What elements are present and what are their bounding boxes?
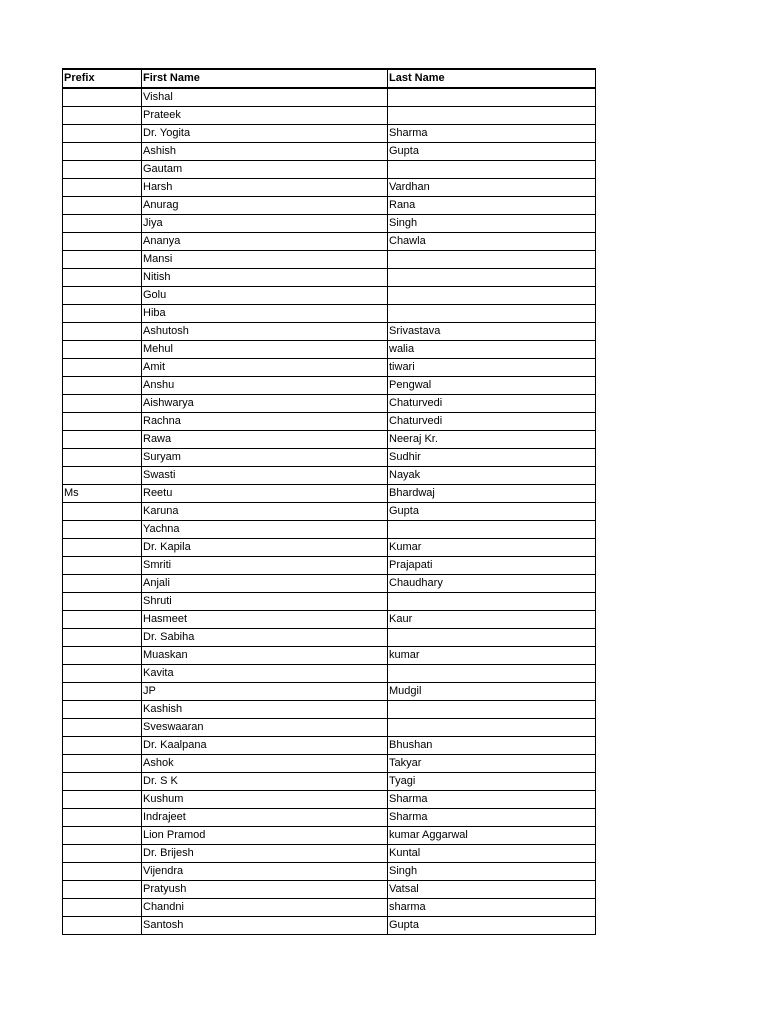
cell-last-name: Singh (388, 863, 596, 881)
cell-last-name: Sudhir (388, 449, 596, 467)
cell-first-name: Prateek (142, 107, 388, 125)
cell-first-name: Suryam (142, 449, 388, 467)
cell-prefix (63, 88, 142, 107)
table-row (63, 395, 596, 413)
cell-first-name: Hasmeet (142, 611, 388, 629)
cell-prefix (63, 575, 142, 593)
cell-first-name: Karuna (142, 503, 388, 521)
cell-last-name (388, 305, 596, 323)
cell-first-name: Mehul (142, 341, 388, 359)
table-row (63, 719, 596, 737)
cell-last-name (388, 665, 596, 683)
cell-prefix (63, 701, 142, 719)
cell-last-name: Gupta (388, 143, 596, 161)
table-row (63, 701, 596, 719)
table-row (63, 791, 596, 809)
cell-first-name: Rachna (142, 413, 388, 431)
table-row (63, 611, 596, 629)
table-header (63, 69, 596, 88)
cell-last-name (388, 161, 596, 179)
cell-last-name: Mudgil (388, 683, 596, 701)
cell-first-name: Dr. S K (142, 773, 388, 791)
cell-last-name: kumar Aggarwal (388, 827, 596, 845)
cell-prefix (63, 611, 142, 629)
cell-first-name: Lion Pramod (142, 827, 388, 845)
cell-last-name: walia (388, 341, 596, 359)
table-row (63, 269, 596, 287)
cell-last-name (388, 107, 596, 125)
cell-last-name: sharma (388, 899, 596, 917)
table-row (63, 233, 596, 251)
cell-prefix (63, 719, 142, 737)
cell-prefix (63, 881, 142, 899)
cell-prefix (63, 179, 142, 197)
table-row (63, 449, 596, 467)
cell-first-name: Ashok (142, 755, 388, 773)
cell-first-name: Vishal (142, 88, 388, 107)
cell-prefix (63, 557, 142, 575)
cell-prefix (63, 467, 142, 485)
table-row (63, 179, 596, 197)
cell-last-name: Nayak (388, 467, 596, 485)
cell-first-name: Kushum (142, 791, 388, 809)
cell-first-name: Dr. Yogita (142, 125, 388, 143)
table-row (63, 503, 596, 521)
cell-last-name (388, 701, 596, 719)
cell-first-name: Jiya (142, 215, 388, 233)
cell-first-name: Harsh (142, 179, 388, 197)
cell-last-name (388, 269, 596, 287)
cell-last-name: Rana (388, 197, 596, 215)
cell-last-name: Gupta (388, 917, 596, 935)
table-row (63, 413, 596, 431)
table-row (63, 377, 596, 395)
cell-first-name: Nitish (142, 269, 388, 287)
cell-prefix (63, 251, 142, 269)
table-row (63, 88, 596, 107)
cell-last-name: kumar (388, 647, 596, 665)
table-row (63, 485, 596, 503)
cell-last-name: Gupta (388, 503, 596, 521)
cell-last-name: Singh (388, 215, 596, 233)
cell-last-name (388, 88, 596, 107)
table-row (63, 845, 596, 863)
cell-first-name: Kashish (142, 701, 388, 719)
cell-last-name: Sharma (388, 125, 596, 143)
cell-prefix (63, 863, 142, 881)
cell-first-name: Aishwarya (142, 395, 388, 413)
cell-first-name: Mansi (142, 251, 388, 269)
cell-prefix (63, 107, 142, 125)
table-row (63, 215, 596, 233)
cell-prefix (63, 845, 142, 863)
cell-first-name: Indrajeet (142, 809, 388, 827)
cell-first-name: Anjali (142, 575, 388, 593)
table-row (63, 557, 596, 575)
cell-last-name: Sharma (388, 791, 596, 809)
cell-first-name: Ananya (142, 233, 388, 251)
cell-prefix (63, 665, 142, 683)
table-row (63, 431, 596, 449)
cell-last-name: Kumar (388, 539, 596, 557)
cell-last-name: Chaudhary (388, 575, 596, 593)
cell-last-name: Vatsal (388, 881, 596, 899)
cell-first-name: JP (142, 683, 388, 701)
cell-prefix (63, 917, 142, 935)
cell-prefix (63, 197, 142, 215)
cell-prefix (63, 125, 142, 143)
cell-prefix (63, 305, 142, 323)
table-row (63, 827, 596, 845)
table-row (63, 467, 596, 485)
cell-first-name: Swasti (142, 467, 388, 485)
table-row (63, 305, 596, 323)
table-row (63, 917, 596, 935)
cell-first-name: Ashutosh (142, 323, 388, 341)
cell-prefix (63, 899, 142, 917)
cell-last-name: Takyar (388, 755, 596, 773)
cell-prefix (63, 431, 142, 449)
table-row (63, 251, 596, 269)
table-row (63, 665, 596, 683)
table-row (63, 161, 596, 179)
cell-last-name: Srivastava (388, 323, 596, 341)
cell-first-name: Kavita (142, 665, 388, 683)
cell-last-name: tiwari (388, 359, 596, 377)
table-row (63, 539, 596, 557)
cell-last-name: Kaur (388, 611, 596, 629)
cell-first-name: Vijendra (142, 863, 388, 881)
cell-prefix (63, 827, 142, 845)
contacts-table (62, 68, 596, 935)
cell-last-name (388, 251, 596, 269)
cell-first-name: Reetu (142, 485, 388, 503)
cell-first-name: Smriti (142, 557, 388, 575)
table-row (63, 575, 596, 593)
cell-prefix (63, 395, 142, 413)
table-row (63, 521, 596, 539)
header-first-name: First Name (142, 69, 388, 88)
cell-first-name: Dr. Sabiha (142, 629, 388, 647)
cell-first-name: Dr. Kapila (142, 539, 388, 557)
cell-prefix (63, 539, 142, 557)
cell-prefix (63, 809, 142, 827)
cell-prefix (63, 233, 142, 251)
table-row (63, 755, 596, 773)
table-row (63, 359, 596, 377)
cell-prefix (63, 287, 142, 305)
cell-prefix (63, 737, 142, 755)
cell-prefix (63, 521, 142, 539)
cell-last-name: Tyagi (388, 773, 596, 791)
table-row (63, 899, 596, 917)
cell-last-name: Pengwal (388, 377, 596, 395)
cell-first-name: Shruti (142, 593, 388, 611)
cell-first-name: Anshu (142, 377, 388, 395)
cell-first-name: Gautam (142, 161, 388, 179)
cell-prefix (63, 449, 142, 467)
cell-last-name: Kuntal (388, 845, 596, 863)
cell-prefix (63, 629, 142, 647)
cell-last-name (388, 629, 596, 647)
cell-last-name: Chawla (388, 233, 596, 251)
cell-last-name: Prajapati (388, 557, 596, 575)
table-row (63, 647, 596, 665)
table-row (63, 737, 596, 755)
table-row (63, 341, 596, 359)
cell-prefix (63, 215, 142, 233)
cell-first-name: Golu (142, 287, 388, 305)
cell-last-name: Bhardwaj (388, 485, 596, 503)
header-prefix: Prefix (63, 69, 142, 88)
cell-prefix (63, 161, 142, 179)
cell-last-name: Chaturvedi (388, 395, 596, 413)
cell-prefix (63, 269, 142, 287)
table-row (63, 143, 596, 161)
cell-prefix (63, 593, 142, 611)
cell-last-name: Neeraj Kr. (388, 431, 596, 449)
cell-first-name: Chandni (142, 899, 388, 917)
cell-prefix (63, 503, 142, 521)
cell-prefix: Ms (63, 485, 142, 503)
cell-last-name (388, 719, 596, 737)
cell-first-name: Anurag (142, 197, 388, 215)
cell-last-name (388, 593, 596, 611)
cell-prefix (63, 755, 142, 773)
cell-first-name: Santosh (142, 917, 388, 935)
cell-first-name: Ashish (142, 143, 388, 161)
table-row (63, 683, 596, 701)
table-row (63, 107, 596, 125)
table-row (63, 773, 596, 791)
cell-last-name: Bhushan (388, 737, 596, 755)
cell-prefix (63, 341, 142, 359)
table-row (63, 863, 596, 881)
table-row (63, 323, 596, 341)
table-row (63, 881, 596, 899)
cell-prefix (63, 773, 142, 791)
cell-prefix (63, 143, 142, 161)
cell-first-name: Yachna (142, 521, 388, 539)
cell-prefix (63, 359, 142, 377)
cell-first-name: Sveswaaran (142, 719, 388, 737)
table-body (63, 88, 596, 935)
cell-prefix (63, 683, 142, 701)
cell-prefix (63, 377, 142, 395)
cell-first-name: Dr. Kaalpana (142, 737, 388, 755)
header-row (63, 69, 596, 88)
table-row (63, 287, 596, 305)
cell-prefix (63, 647, 142, 665)
cell-first-name: Hiba (142, 305, 388, 323)
cell-last-name: Vardhan (388, 179, 596, 197)
table-row (63, 809, 596, 827)
cell-first-name: Pratyush (142, 881, 388, 899)
cell-first-name: Rawa (142, 431, 388, 449)
cell-last-name: Sharma (388, 809, 596, 827)
header-last-name: Last Name (388, 69, 596, 88)
cell-first-name: Dr. Brijesh (142, 845, 388, 863)
table-row (63, 197, 596, 215)
cell-first-name: Amit (142, 359, 388, 377)
table-row (63, 593, 596, 611)
table-row (63, 629, 596, 647)
cell-prefix (63, 323, 142, 341)
cell-last-name (388, 521, 596, 539)
cell-prefix (63, 791, 142, 809)
cell-last-name (388, 287, 596, 305)
cell-prefix (63, 413, 142, 431)
cell-last-name: Chaturvedi (388, 413, 596, 431)
table-row (63, 125, 596, 143)
cell-first-name: Muaskan (142, 647, 388, 665)
